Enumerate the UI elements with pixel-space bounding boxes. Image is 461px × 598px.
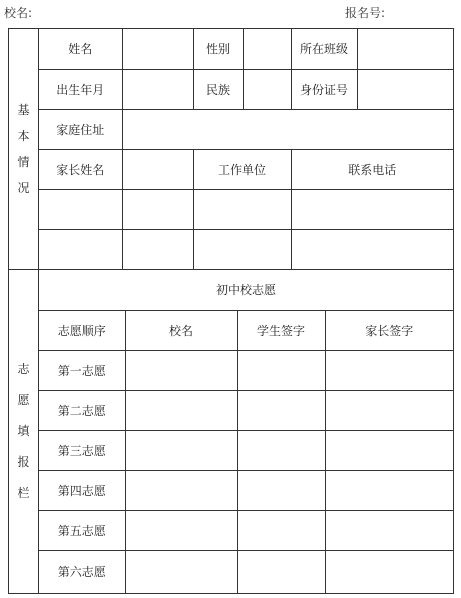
section-label-char: 本: [17, 129, 30, 143]
wish-title: 初中校志愿: [39, 270, 453, 310]
section-label-char: 填: [17, 424, 30, 438]
col-order-header: 志愿顺序: [39, 310, 125, 350]
section-label-char: 栏: [17, 486, 30, 500]
wish-parent-sign-cell[interactable]: [325, 550, 453, 593]
name-label: 姓名: [39, 29, 122, 69]
table-row: [39, 29, 453, 69]
wish-order-label: 第三志愿: [39, 430, 125, 470]
parent-name-cell[interactable]: [39, 189, 122, 229]
work-unit-cell[interactable]: [193, 229, 291, 270]
wish-section-label: [9, 270, 39, 593]
wish-parent-sign-cell[interactable]: [325, 510, 453, 550]
parent-name-header-blank: [122, 149, 193, 189]
wish-student-sign-cell[interactable]: [237, 390, 325, 430]
table-row: [39, 350, 453, 390]
wish-school-cell[interactable]: [125, 430, 237, 470]
parent-name-label: 家长姓名: [39, 149, 122, 189]
table-row: [39, 149, 453, 189]
parent-name-cell[interactable]: [39, 229, 122, 270]
section-label-char: 愿: [17, 393, 30, 407]
col-school-header: 校名: [125, 310, 237, 350]
wish-student-sign-cell[interactable]: [237, 430, 325, 470]
wish-parent-sign-cell[interactable]: [325, 470, 453, 510]
name-cell[interactable]: [122, 29, 193, 69]
ethnicity-label: 民族: [193, 69, 243, 109]
work-unit-cell[interactable]: [193, 189, 291, 229]
address-label: 家庭住址: [39, 109, 122, 149]
wish-school-cell[interactable]: [125, 350, 237, 390]
col-student-sign-header: 学生签字: [237, 310, 325, 350]
section-label-char: 报: [17, 455, 30, 469]
birth-label: 出生年月: [39, 69, 122, 109]
basic-info-label: [9, 29, 39, 269]
school-name-label: 校名:: [4, 6, 33, 20]
wish-school-cell[interactable]: [125, 470, 237, 510]
id-number-label: 身份证号: [291, 69, 357, 109]
section-label-char: 况: [17, 181, 30, 195]
basic-info-table: [39, 29, 453, 270]
wish-order-label: 第六志愿: [39, 550, 125, 593]
phone-cell[interactable]: [291, 229, 453, 270]
wish-order-label: 第二志愿: [39, 390, 125, 430]
wish-school-cell[interactable]: [125, 390, 237, 430]
wish-section: [9, 270, 453, 593]
form-frame: [8, 28, 454, 594]
table-row: [39, 430, 453, 470]
section-label-char: 基: [17, 103, 30, 117]
table-row: [39, 470, 453, 510]
table-row: [39, 390, 453, 430]
wish-table: [39, 270, 453, 593]
wish-parent-sign-cell[interactable]: [325, 390, 453, 430]
wish-student-sign-cell[interactable]: [237, 470, 325, 510]
gender-label: 性别: [193, 29, 243, 69]
work-unit-label: 工作单位: [193, 149, 291, 189]
table-row: [39, 270, 453, 310]
phone-cell[interactable]: [291, 189, 453, 229]
wish-school-cell[interactable]: [125, 510, 237, 550]
wish-student-sign-cell[interactable]: [237, 510, 325, 550]
table-row: [39, 510, 453, 550]
wish-student-sign-cell[interactable]: [237, 350, 325, 390]
wish-order-label: 第五志愿: [39, 510, 125, 550]
table-row: [39, 69, 453, 109]
wish-school-cell[interactable]: [125, 550, 237, 593]
class-label: 所在班级: [291, 29, 357, 69]
gender-cell[interactable]: [243, 29, 291, 69]
basic-info-section: [9, 29, 453, 270]
wish-order-label: 第四志愿: [39, 470, 125, 510]
id-number-cell[interactable]: [357, 69, 453, 109]
phone-label: 联系电话: [291, 149, 453, 189]
class-cell[interactable]: [357, 29, 453, 69]
parent-name-cell[interactable]: [122, 229, 193, 270]
table-row: [39, 310, 453, 350]
birth-cell[interactable]: [122, 69, 193, 109]
ethnicity-cell[interactable]: [243, 69, 291, 109]
wish-student-sign-cell[interactable]: [237, 550, 325, 593]
wish-parent-sign-cell[interactable]: [325, 430, 453, 470]
address-cell[interactable]: [122, 109, 453, 149]
section-label-char: 情: [17, 155, 30, 169]
table-row: [39, 189, 453, 229]
col-parent-sign-header: 家长签字: [325, 310, 453, 350]
section-label-char: 志: [17, 362, 30, 376]
parent-name-cell[interactable]: [122, 189, 193, 229]
wish-parent-sign-cell[interactable]: [325, 350, 453, 390]
table-row: [39, 550, 453, 593]
table-row: [39, 109, 453, 149]
wish-order-label: 第一志愿: [39, 350, 125, 390]
registration-number-label: 报名号:: [345, 6, 386, 20]
table-row: [39, 229, 453, 270]
